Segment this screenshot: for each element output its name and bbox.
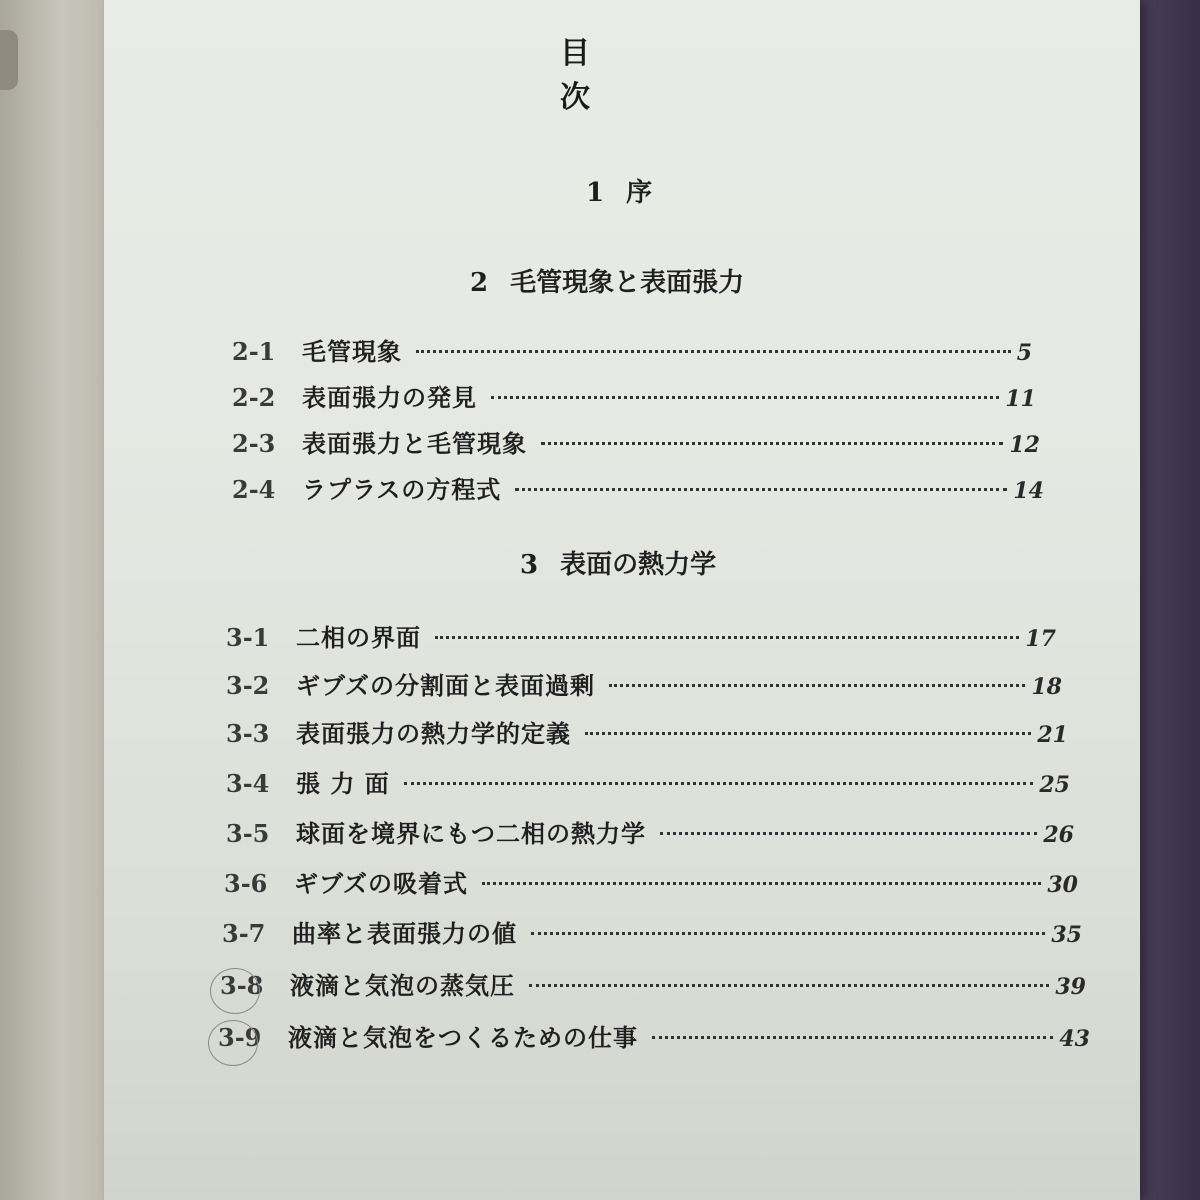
pencil-circle-mark xyxy=(208,1020,258,1066)
section-title: ギブズの分割面と表面過剰 xyxy=(296,671,596,700)
section-number: 2-2 xyxy=(232,383,276,412)
page-number: 5 xyxy=(1016,340,1032,366)
chapter-1-heading xyxy=(586,172,652,209)
section-number: 2-3 xyxy=(232,429,276,458)
section-number: 3-7 xyxy=(222,919,266,948)
leader-dots xyxy=(515,488,1007,491)
section-number: 3-5 xyxy=(226,819,270,848)
section-number: 2-1 xyxy=(232,337,276,366)
background-edge xyxy=(1140,0,1200,1200)
chapter-2-heading xyxy=(470,262,744,299)
toc-entry-3-6[interactable] xyxy=(224,864,1078,904)
page-number: 14 xyxy=(1013,478,1044,504)
toc-entry-2-2[interactable] xyxy=(232,378,1036,418)
section-title: ギブズの吸着式 xyxy=(294,869,469,898)
toc-entry-3-2[interactable] xyxy=(226,666,1062,706)
left-page xyxy=(0,0,104,1200)
chapter-title: 毛管現象と表面張力 xyxy=(510,268,745,298)
section-number: 3-8 xyxy=(220,971,264,1000)
section-number: 3-6 xyxy=(224,869,268,898)
toc-entry-3-7[interactable] xyxy=(222,914,1082,954)
pencil-circle-mark xyxy=(210,968,260,1014)
section-number: 3-3 xyxy=(226,719,270,748)
section-title: 張 力 面 xyxy=(296,769,390,798)
section-title: 曲率と表面張力の値 xyxy=(292,919,517,948)
leader-dots xyxy=(435,636,1019,639)
toc-entry-3-8[interactable] xyxy=(220,966,1086,1006)
toc-entry-3-9[interactable] xyxy=(218,1018,1090,1058)
section-title: 表面張力の発見 xyxy=(302,383,477,412)
toc-entry-3-1[interactable] xyxy=(226,618,1056,658)
section-title: 液滴と気泡の蒸気圧 xyxy=(290,971,515,1000)
page-number: 43 xyxy=(1059,1026,1090,1052)
section-title: 表面張力と毛管現象 xyxy=(302,429,527,458)
chapter-3-heading xyxy=(520,544,716,581)
toc-entry-2-3[interactable] xyxy=(232,424,1040,464)
section-number: 3-2 xyxy=(226,671,270,700)
page-title: 目 次 xyxy=(560,36,700,115)
leader-dots xyxy=(531,932,1045,935)
section-number: 2-4 xyxy=(232,475,276,504)
section-title: 液滴と気泡をつくるための仕事 xyxy=(288,1023,638,1052)
chapter-number: 2 xyxy=(470,268,489,298)
page-number: 12 xyxy=(1009,432,1040,458)
chapter-title: 表面の熱力学 xyxy=(560,550,717,580)
leader-dots xyxy=(404,782,1034,785)
binding-mark xyxy=(0,30,18,90)
toc-entry-3-4[interactable] xyxy=(226,764,1070,804)
leader-dots xyxy=(585,732,1031,735)
page-number: 30 xyxy=(1047,872,1078,898)
section-title: ラプラスの方程式 xyxy=(302,475,502,504)
toc-entry-2-1[interactable] xyxy=(232,332,1032,372)
leader-dots xyxy=(652,1036,1053,1039)
section-title: 球面を境界にもつ二相の熱力学 xyxy=(296,819,646,848)
section-title: 毛管現象 xyxy=(302,337,402,366)
page-number: 26 xyxy=(1043,822,1074,848)
chapter-number: 1 xyxy=(586,178,605,208)
page-number: 25 xyxy=(1039,772,1070,798)
leader-dots xyxy=(416,350,1011,353)
page-number: 17 xyxy=(1025,626,1056,652)
page-number: 39 xyxy=(1055,974,1086,1000)
leader-dots xyxy=(529,984,1049,987)
leader-dots xyxy=(491,396,999,399)
page-number: 21 xyxy=(1037,722,1068,748)
toc-entry-3-5[interactable] xyxy=(226,814,1074,854)
chapter-number: 3 xyxy=(520,550,539,580)
leader-dots xyxy=(482,882,1041,885)
chapter-title: 序 xyxy=(626,178,653,208)
section-title: 二相の界面 xyxy=(296,623,421,652)
section-title: 表面張力の熱力学的定義 xyxy=(296,719,571,748)
toc-entry-3-3[interactable] xyxy=(226,714,1068,754)
toc-entry-2-4[interactable] xyxy=(232,470,1044,510)
page-number: 18 xyxy=(1031,674,1062,700)
section-number: 3-9 xyxy=(218,1023,262,1052)
page-number: 11 xyxy=(1005,386,1036,412)
section-number: 3-4 xyxy=(226,769,270,798)
leader-dots xyxy=(660,832,1037,835)
leader-dots xyxy=(541,442,1003,445)
section-number: 3-1 xyxy=(226,623,270,652)
leader-dots xyxy=(609,684,1025,687)
page-number: 35 xyxy=(1051,922,1082,948)
